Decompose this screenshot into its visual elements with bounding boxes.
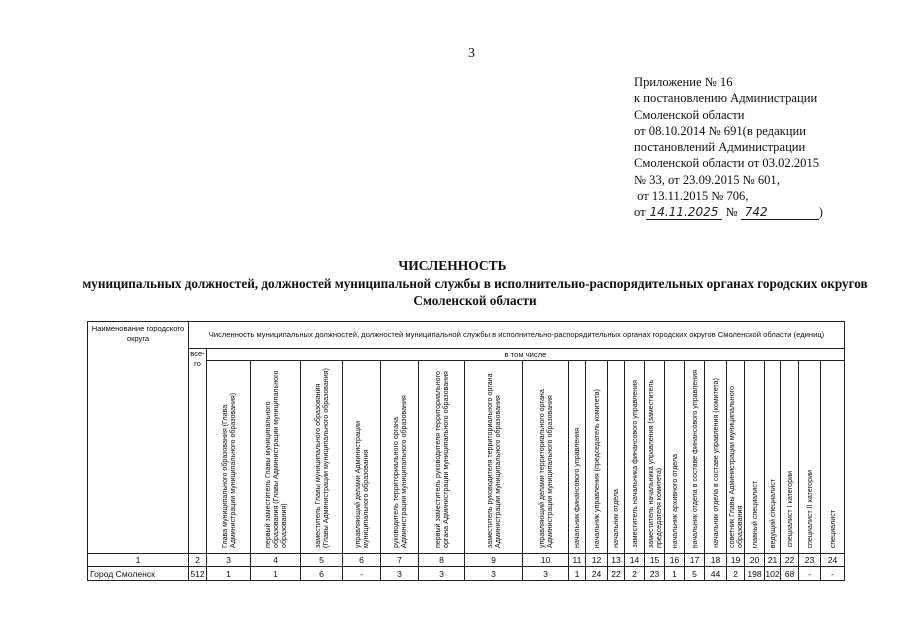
column-header-label: первый заместитель руководителя территориального органа Администрации муниципального образования: [433, 371, 450, 548]
column-header-label: специалист: [828, 509, 837, 548]
value-cell: 68: [781, 567, 799, 581]
column-number: 4: [251, 554, 301, 567]
value-cell: 2: [727, 567, 745, 581]
column-number: 14: [625, 554, 645, 567]
column-header-label: управляющий делами Администрации муниципального образования: [353, 421, 370, 548]
column-header-label: начальник финансового управления: [573, 428, 581, 548]
value-cell: 102: [765, 568, 780, 579]
column-header: [608, 361, 625, 554]
appendix-line: Смоленской области от 03.02.2015: [634, 156, 820, 171]
column-number: 19: [727, 554, 745, 567]
column-number: 8: [419, 554, 465, 567]
value-cell: 5: [685, 567, 705, 581]
column-header-label: начальник отдела в составе управления (комитета): [711, 378, 720, 548]
column-header: [821, 361, 845, 554]
column-header: [465, 361, 523, 554]
column-header-label: специалист I категории: [785, 471, 794, 548]
column-number: 21: [765, 554, 781, 567]
value-cell: 198: [745, 567, 765, 581]
column-header-label: управляющий делами территориального органа Администрации муниципального образования: [537, 389, 554, 548]
value-cell: 23: [645, 567, 665, 581]
column-number: 16: [665, 554, 685, 567]
column-header-label: заместитель руководителя территориального органа Администрации муниципального образования: [485, 373, 502, 548]
column-header-label: ведущий специалист: [768, 478, 777, 548]
column-header-label: начальник архивного отдела: [670, 453, 679, 548]
appendix-line: постановлений Администрации: [634, 140, 806, 155]
value-cell: 1: [665, 567, 685, 581]
appendix-block: [634, 74, 899, 221]
header-count: Численность муниципальных должностей, должностей муниципальной службы в исполнительно-распорядительных органах городских округов Смоленской области (единиц): [189, 322, 845, 349]
column-number: 20: [745, 554, 765, 567]
appendix-line: Смоленской области: [634, 107, 745, 122]
table-row: [88, 567, 845, 581]
appendix-prefix: от: [634, 205, 646, 220]
value-cell: 22: [608, 567, 625, 581]
appendix-line: № 33, от 23.09.2015 № 601,: [634, 172, 780, 187]
column-number: 5: [301, 554, 343, 567]
value-cell: 1: [251, 567, 301, 581]
column-number: 2: [189, 554, 207, 567]
column-header-label: руководитель территориального органа Администрации муниципального образования: [391, 395, 408, 548]
column-header: [625, 361, 645, 554]
column-number: 9: [465, 554, 523, 567]
column-header: [685, 361, 705, 554]
value-cell: 24: [586, 567, 608, 581]
column-header: [665, 361, 685, 554]
column-header: [251, 361, 301, 554]
column-header: [569, 361, 586, 554]
column-header: [645, 361, 665, 554]
column-header: [419, 361, 465, 554]
column-header-label: главный специалист: [750, 480, 759, 548]
column-header-label: советник Главы Администрации муниципального образования: [727, 385, 744, 548]
value-cell: 2: [625, 567, 645, 581]
value-cell: 3: [523, 567, 569, 581]
column-number: 7: [381, 554, 419, 567]
value-cell: 3: [381, 567, 419, 581]
appendix-suffix: ): [818, 205, 823, 220]
header-district-name: Наименование городского округа: [88, 322, 189, 554]
column-header: [381, 361, 419, 554]
value-cell: -: [343, 567, 381, 581]
value-cell: 3: [465, 567, 523, 581]
column-header-label: начальник отдела: [612, 489, 620, 548]
column-header: [207, 361, 251, 554]
value-cell: -: [821, 567, 845, 581]
header-including: в том числе: [207, 349, 845, 361]
value-cell: 1: [569, 567, 586, 581]
column-number: 6: [343, 554, 381, 567]
value-cell: 3: [419, 567, 465, 581]
column-number: 12: [586, 554, 608, 567]
appendix-line: Приложение № 16: [634, 75, 733, 89]
column-header-label: начальник отдела в составе финансового управления: [690, 369, 699, 548]
column-header-label: начальник управления (председатель комитета): [592, 388, 601, 548]
appendix-signature-line: [634, 204, 899, 220]
handwritten-date: 14.11.2025: [646, 206, 723, 220]
column-header: [745, 361, 765, 554]
column-header-label: первый заместитель Главы муниципального образования (Главы Администрации муниципального образования): [263, 370, 288, 548]
appendix-line: от 08.10.2014 № 691(в редакции: [634, 123, 807, 138]
column-header-label: заместитель начальника управления (заместитель председателя комитета): [646, 379, 663, 548]
column-number: 13: [608, 554, 625, 567]
value-cell: 44: [705, 567, 727, 581]
column-header: [523, 361, 569, 554]
column-number: 22: [781, 554, 799, 567]
column-header-label: Глава муниципального образования (Глава Администрации муниципального образования): [220, 392, 237, 548]
value-cell: 512: [190, 568, 205, 579]
column-header-label: заместитель начальника финансового управления: [630, 380, 639, 548]
value-cell: 1: [207, 567, 251, 581]
district-name-cell: Город Смоленск: [88, 567, 189, 581]
document-subtitle: муниципальных должностей, должностей муниципальной службы в исполнительно-распорядительных органах городских округов Смоленской области: [82, 276, 868, 308]
column-number: 24: [821, 554, 845, 567]
column-number: 17: [685, 554, 705, 567]
column-number: 23: [799, 554, 821, 567]
page-number: 3: [468, 46, 475, 61]
column-number: 11: [569, 554, 586, 567]
column-header: [799, 361, 821, 554]
column-header: [727, 361, 745, 554]
column-header: [765, 361, 781, 554]
column-header: [705, 361, 727, 554]
appendix-line: к постановлению Администрации: [634, 91, 818, 106]
column-header: [781, 361, 799, 554]
header-total: все-го: [189, 349, 207, 554]
column-number: 10: [523, 554, 569, 567]
handwritten-number: 742: [741, 206, 819, 220]
column-header-label: заместитель Главы муниципального образования (Главы Администрации муниципального образования): [313, 368, 330, 548]
column-number: 1: [88, 554, 189, 567]
document-title: ЧИСЛЕННОСТЬ: [398, 258, 507, 273]
column-header: [586, 361, 608, 554]
column-header-label: специалист II категории: [805, 469, 814, 548]
appendix-number-label: №: [725, 205, 738, 220]
column-header: [301, 361, 343, 554]
column-header: [343, 361, 381, 554]
appendix-line: от 13.11.2015 № 706,: [634, 189, 749, 204]
column-number: 3: [207, 554, 251, 567]
staff-table: [87, 321, 845, 581]
value-cell: 6: [301, 567, 343, 581]
column-number: 18: [705, 554, 727, 567]
column-number: 15: [645, 554, 665, 567]
value-cell: -: [799, 567, 821, 581]
